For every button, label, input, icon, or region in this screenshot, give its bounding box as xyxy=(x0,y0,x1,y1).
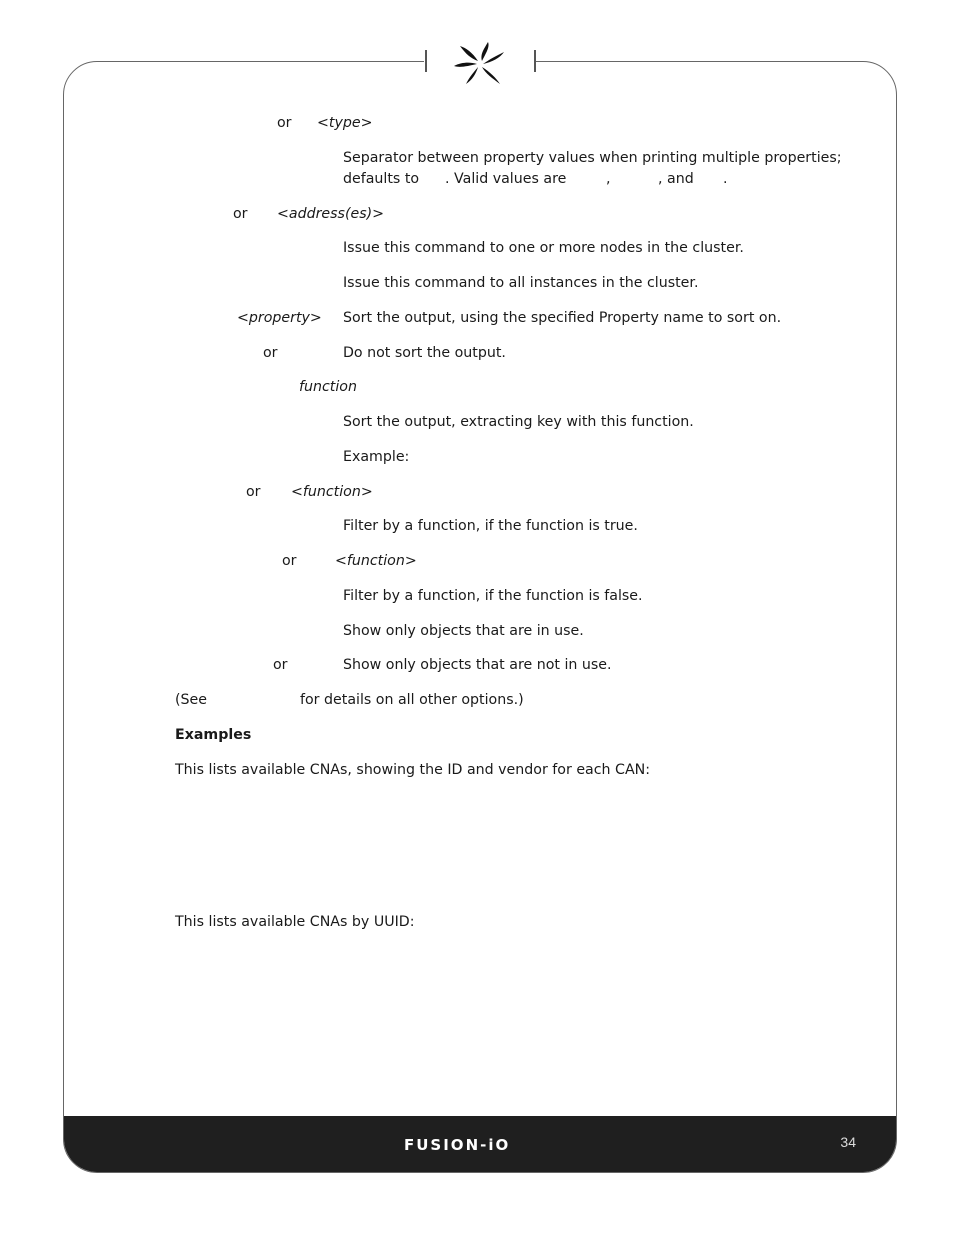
see-note-suffix: for details on all other options.) xyxy=(300,692,524,708)
svg-text:FUSION-iO: FUSION-iO xyxy=(404,1136,511,1152)
arg-function: function xyxy=(299,379,357,395)
footer-bar xyxy=(64,1116,896,1172)
fusion-io-logo xyxy=(404,1136,554,1152)
examples-heading: Examples xyxy=(175,727,252,743)
arg-addresses: <address(es)> xyxy=(277,206,385,222)
arg-function: <function> xyxy=(335,553,417,569)
or-label: or xyxy=(282,553,297,569)
nodes-description: Issue this command to one or more nodes in the cluster. xyxy=(343,240,744,256)
example-text-1: This lists available CNAs, showing the ID and vendor for each CAN: xyxy=(175,762,651,778)
or-label: or xyxy=(233,206,248,222)
separator-and: , and xyxy=(658,171,694,187)
separator-period: . xyxy=(723,171,728,187)
separator-description: Separator between property values when printing multiple properties; xyxy=(343,150,842,166)
separator-comma: , xyxy=(606,171,611,187)
arg-property: <property> xyxy=(237,310,322,326)
in-use-description: Show only objects that are in use. xyxy=(343,623,584,639)
filter-true-description: Filter by a function, if the function is true. xyxy=(343,518,638,534)
page-number: 34 xyxy=(840,1134,856,1150)
page-frame xyxy=(63,61,897,1173)
or-label: or xyxy=(246,484,261,500)
example-text-2: This lists available CNAs by UUID: xyxy=(175,914,415,930)
fusion-io-star-icon xyxy=(450,40,510,88)
or-label: or xyxy=(277,115,292,131)
example-label: Example: xyxy=(343,449,410,465)
sort-key-description: Sort the output, extracting key with this function. xyxy=(343,414,694,430)
arg-function: <function> xyxy=(291,484,373,500)
arg-type: <type> xyxy=(317,115,373,131)
not-in-use-description: Show only objects that are not in use. xyxy=(343,657,612,673)
filter-false-description: Filter by a function, if the function is false. xyxy=(343,588,643,604)
or-label: or xyxy=(263,345,278,361)
separator-valid-values: . Valid values are xyxy=(445,171,567,187)
all-instances-description: Issue this command to all instances in the cluster. xyxy=(343,275,699,291)
header-divider-right xyxy=(534,50,536,72)
sort-description: Sort the output, using the specified Property name to sort on. xyxy=(343,310,782,326)
or-label: or xyxy=(273,657,288,673)
see-note-prefix: (See xyxy=(175,692,207,708)
separator-defaults: defaults to xyxy=(343,171,420,187)
no-sort-description: Do not sort the output. xyxy=(343,345,506,361)
header-divider-left xyxy=(425,50,427,72)
